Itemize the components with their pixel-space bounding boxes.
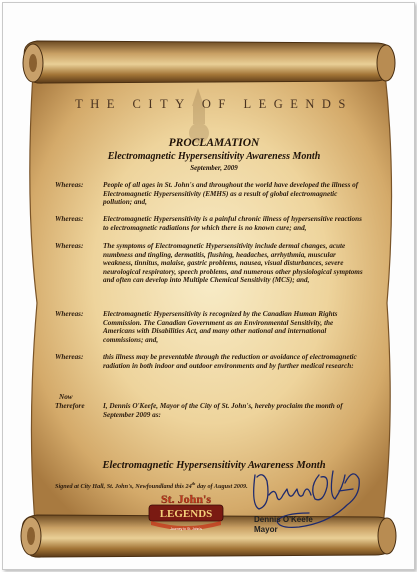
clause-text: Electromagnetic Hypersensitivity is a painful chronic illness of hypersensitive reactions to electromagnetic radiations for which there is no known cure; and, — [103, 215, 362, 232]
logo-line1: St. John's — [160, 492, 212, 506]
st-johns-legends-logo — [147, 491, 225, 533]
header-city-of-legends: THE CITY OF LEGENDS — [75, 97, 353, 111]
proclamation-subtitle: Electromagnetic Hypersensitivity Awareness Month — [107, 151, 321, 162]
therefore-text: I, Dennis O'Keefe, Mayor of the City of St. John's, hereby proclaim the month of September 2009 as: — [103, 402, 343, 419]
proclamation-date: September, 2009 — [190, 164, 238, 172]
clause-text: The symptoms of Electromagnetic Hypersensitivity include dermal changes, acute numbness and tingling, dermatitis, flushing, headaches, arrhythmia, muscular weakness, tinnitus, malaise, gastric problems, nausea, visual disturbances, severe neurological respiratory, speech problems, and numerous other physiological symptoms and often can develop into Multiple Chemical Sensitivity (MCS); and, — [103, 242, 363, 285]
clause-label: Whereas: — [55, 310, 84, 318]
signed-ordinal: th — [191, 481, 196, 486]
page-frame — [2, 2, 415, 570]
clause-label: Whereas: — [55, 215, 84, 223]
clause-text: this illness may be preventable through the reduction or avoidance of electromagnetic radiation in both indoor and outdoor environments and by further medical research: — [103, 353, 357, 370]
mayor-title: Mayor — [254, 525, 278, 534]
now-label: Now — [59, 393, 73, 401]
clause-text: People of all ages in St. John's and throughout the world have developed the illness of Electromagnetic Hypersensitivity (EMHS) as a result of global electromagnetic pollution; and, — [103, 181, 359, 207]
clause-text: Electromagnetic Hypersensitivity is recognized by the Canadian Human Rights Commission. The Canadian Government as an Environmental Sensitivity, the Americans with Disabilities Act, and many other national and international commissions; and, — [103, 310, 338, 344]
mayor-name: Dennis O'Keefe — [254, 515, 313, 524]
signed-prefix: Signed at City Hall, St. John's, Newfoundland this 24 — [55, 483, 192, 491]
therefore-label: Therefore — [55, 402, 85, 410]
clause-label: Whereas: — [55, 181, 84, 189]
proclamation-title: PROCLAMATION — [168, 137, 260, 149]
signed-line — [55, 481, 248, 490]
clause-label: Whereas: — [55, 353, 84, 361]
signed-suffix: day of August 2009. — [195, 483, 248, 491]
clause-label: Whereas: — [55, 242, 84, 250]
awareness-month-name: Electromagnetic Hypersensitivity Awareness Month — [102, 460, 326, 471]
logo-small: Journey to St. John's — [170, 527, 202, 531]
logo-line2: LEGENDS — [159, 508, 213, 520]
